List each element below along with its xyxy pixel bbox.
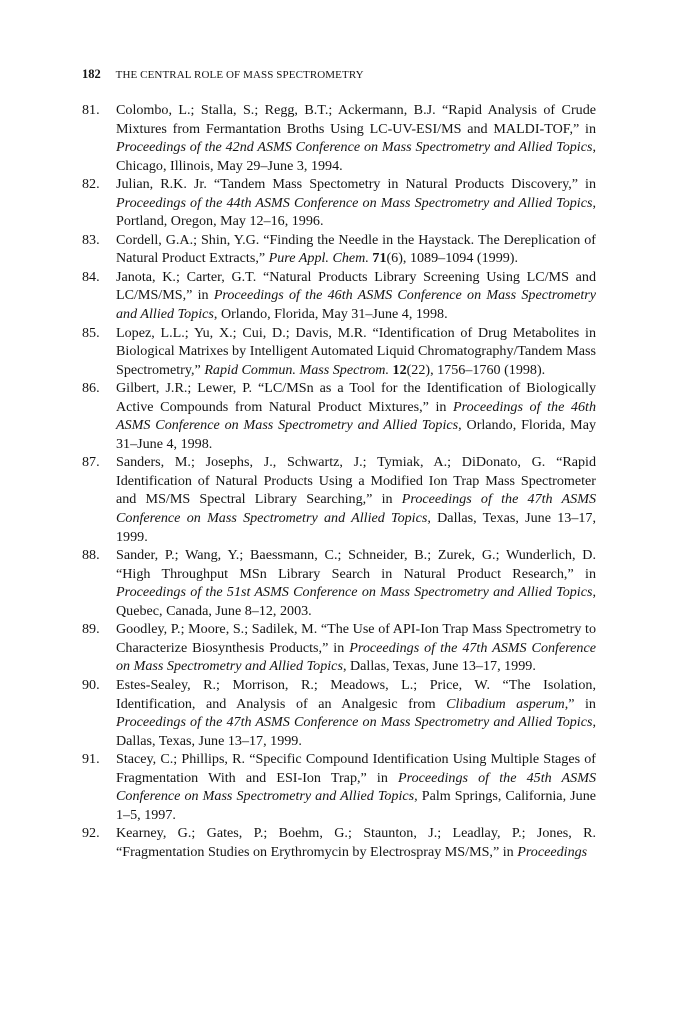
italic-segment: Proceedings of the 46th ASMS Conference on Mass Spectrometry and Allied Topics [116, 398, 596, 434]
text-segment: Sander, P.; Wang, Y.; Baessmann, C.; Schneider, B.; Zurek, G.; Wunderlich, D. “High Throughput MSn Library Search in Natural Product Research,” in [116, 547, 596, 582]
italic-segment: Proceedings of the 45th ASMS Conference on Mass Spectrometry and Allied Topics [116, 769, 597, 805]
text-segment: , Dallas, Texas, June 13–17, 1999. [342, 658, 536, 675]
reference-item [82, 379, 596, 453]
italic-segment: Proceedings of the 42nd ASMS Conference on Mass Spectrometry and Allied Topics [116, 139, 593, 156]
reference-text [116, 269, 596, 322]
running-head: THE CENTRAL ROLE OF MASS SPECTROMETRY [115, 69, 364, 81]
text-segment: Cordell, G.A.; Shin, Y.G. “Finding the Needle in the Haystack. The Dereplication of Natural Product Extracts,” [116, 231, 596, 267]
reference-item [82, 268, 596, 324]
text-segment: , Dallas, Texas, June 13–17, 1999. [116, 714, 596, 749]
text-segment: (6), 1089–1094 (1999). [386, 250, 519, 267]
text-segment: Estes-Sealey, R.; Morrison, R.; Meadows, L.; Price, W. “The Isolation, Identification, and Analysis of an Analgesic from [116, 676, 596, 712]
reference-number: 84. [82, 268, 100, 285]
reference-list [82, 101, 596, 861]
italic-segment: Proceedings of the 51st ASMS Conference on Mass Spectrometry and Allied Topics [116, 584, 593, 601]
text-segment: , Dallas, Texas, June 13–17, 1999. [116, 510, 596, 545]
text-segment: (22), 1756–1760 (1998). [406, 361, 546, 378]
volume-number: 71 [372, 250, 387, 267]
text-segment: , Portland, Oregon, May 12–16, 1996. [116, 194, 596, 230]
reference-number: 82. [82, 176, 100, 193]
reference-item [82, 676, 596, 750]
reference-item [82, 824, 596, 861]
text-segment: , Orlando, Florida, May 31–June 4, 1998. [116, 417, 596, 452]
text-segment: Goodley, P.; Moore, S.; Sadilek, M. “The Use of API-Ion Trap Mass Spectrometry to Characterize Biosynthesis Products,” in [116, 621, 596, 656]
reference-item [82, 453, 596, 546]
reference-number: 89. [82, 621, 100, 638]
page-header [82, 67, 602, 83]
page-number: 182 [82, 67, 101, 81]
italic-segment: Clibadium asperum [446, 695, 565, 712]
text-segment: , Palm Springs, California, June 1–5, 1997. [116, 788, 596, 823]
reference-text [116, 751, 596, 823]
text-segment: Stacey, C.; Phillips, R. “Specific Compound Identification Using Multiple Stages of Fragmentation With and ESI-Ion Trap,” in [116, 751, 596, 786]
italic-segment: Proceedings [517, 843, 588, 860]
text-segment: Gilbert, J.R.; Lewer, P. “LC/MSn as a Tool for the Identification of Biologically Active Compounds from Natural Product Mixtures,” in [116, 380, 596, 415]
reference-text [116, 677, 596, 749]
text-segment: , Quebec, Canada, June 8–12, 2003. [116, 584, 596, 619]
text-segment: , Orlando, Florida, May 31–June 4, 1998. [213, 306, 448, 323]
reference-item [82, 175, 596, 231]
reference-number: 88. [82, 547, 100, 564]
reference-text [116, 825, 596, 860]
italic-segment: Proceedings of the 47th ASMS Conference on Mass Spectrometry and Allied Topics [116, 714, 593, 731]
reference-number: 86. [82, 380, 100, 397]
reference-text [116, 176, 596, 229]
reference-item [82, 750, 596, 824]
reference-number: 81. [82, 102, 100, 118]
text-segment: Kearney, G.; Gates, P.; Boehm, G.; Staunton, J.; Leadlay, P.; Jones, R. “Fragmentation Studies on Erythromycin by Electrospray MS/MS,” in [116, 825, 596, 860]
reference-text [116, 380, 596, 452]
reference-item [82, 231, 596, 268]
text-segment: , Chicago, Illinois, May 29–June 3, 1994. [116, 139, 596, 174]
reference-text [116, 232, 596, 267]
reference-item [82, 620, 596, 676]
italic-segment: Proceedings of the 47th ASMS Conference on Mass Spectrometry and Allied Topics [116, 639, 596, 675]
reference-text [116, 325, 596, 378]
reference-text [116, 547, 596, 619]
reference-item [82, 546, 596, 620]
reference-number: 91. [82, 751, 100, 768]
text-segment: Colombo, L.; Stalla, S.; Regg, B.T.; Ackermann, B.J. “Rapid Analysis of Crude Mixtures from Fermantation Broths Using LC-UV-ESI/MS and MALDI-TOF,” in [116, 102, 596, 137]
reference-text [116, 454, 596, 544]
reference-text [116, 102, 596, 174]
italic-segment: Rapid Commun. Mass Spectrom. [204, 361, 389, 378]
reference-number: 83. [82, 231, 100, 248]
italic-segment: Proceedings of the 44th ASMS Conference on Mass Spectrometry and Allied Topics [116, 194, 593, 211]
text-segment: ,” in [564, 695, 596, 712]
italic-segment: Proceedings of the 47th ASMS Conference on Mass Spectrometry and Allied Topics [116, 491, 596, 527]
italic-segment: Proceedings of the 46th ASMS Conference on Mass Spectrometry and Allied Topics [116, 287, 596, 323]
reference-text [116, 621, 596, 674]
text-segment: Julian, R.K. Jr. “Tandem Mass Spectometry in Natural Products Discovery,” in [116, 176, 596, 193]
text-segment: Janota, K.; Carter, G.T. “Natural Products Library Screening Using LC/MS and LC/MS/MS,” in [116, 268, 596, 304]
text-segment: Sanders, M.; Josephs, J., Schwartz, J.; Tymiak, A.; DiDonato, G. “Rapid Identification of Natural Products Using a Modified Ion Trap Mass Spectrometer and MS/MS Spectral Library Searching,” in [116, 454, 596, 508]
volume-number: 12 [392, 361, 407, 378]
reference-item [82, 324, 596, 380]
reference-number: 85. [82, 324, 100, 341]
reference-number: 92. [82, 825, 100, 842]
italic-segment: Pure Appl. Chem. [268, 250, 369, 267]
reference-number: 90. [82, 676, 100, 693]
reference-item [82, 101, 596, 175]
text-segment: Lopez, L.L.; Yu, X.; Cui, D.; Davis, M.R. “Identification of Drug Metabolites in Biological Matrixes by Intelligent Automated Liquid Chromatography/Tandem Mass Spectrometry,” [116, 324, 596, 378]
reference-number: 87. [82, 454, 100, 471]
